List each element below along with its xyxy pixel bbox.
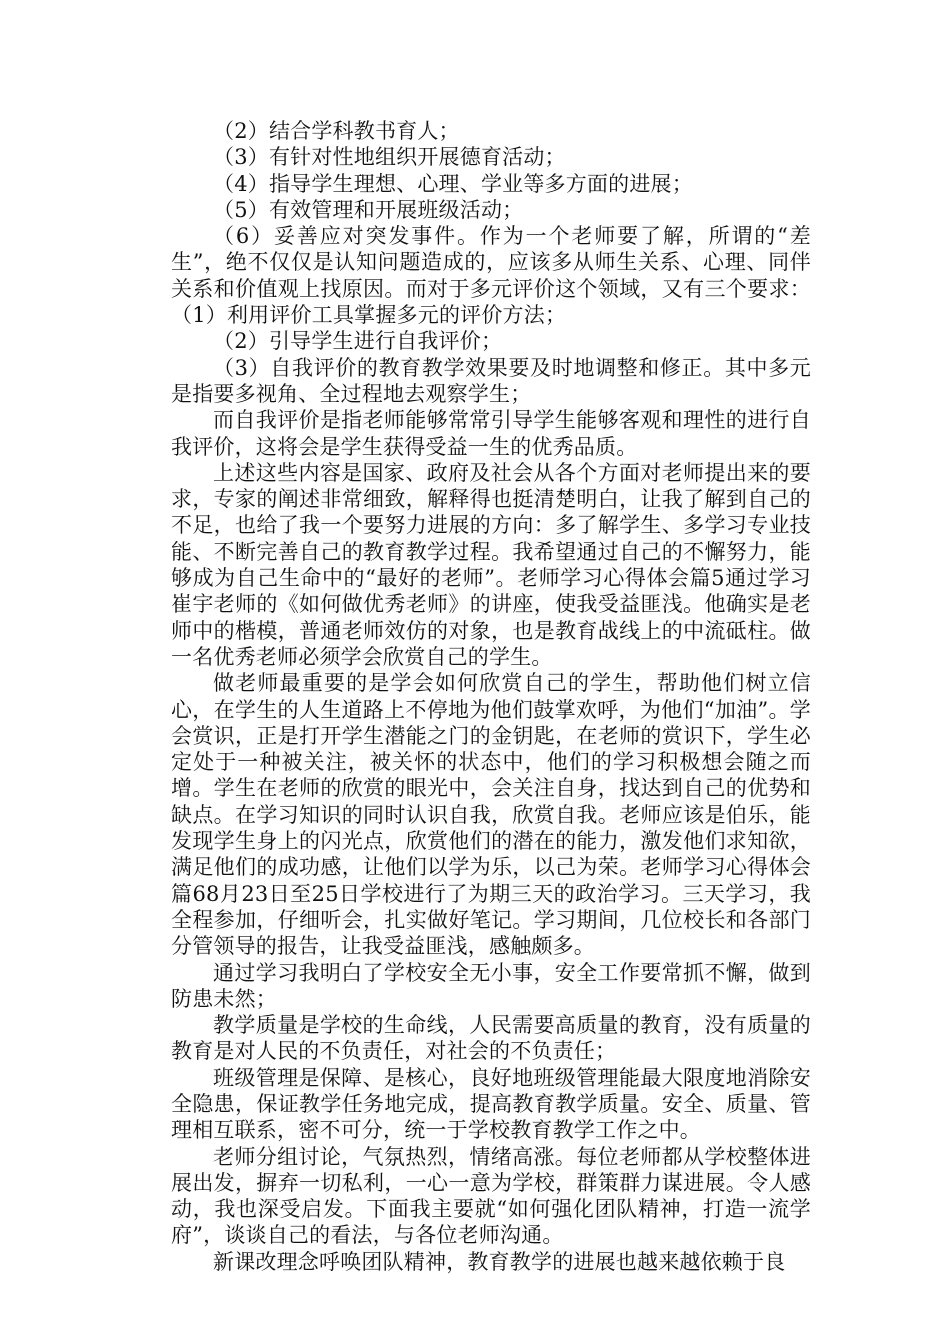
paragraph: （5）有效管理和开展班级活动； [213, 197, 524, 222]
paragraph: （2）引导学生进行自我评价； [213, 329, 503, 354]
paragraph: 班级管理是保障、是核心，良好地班级管理能最大限度地消除安全隐患，保证教学任务地完成，提高教育教学质量。安全、质量、管理相互联系，密不可分，统一于学校教育教学工作之中。 [171, 1065, 811, 1143]
paragraph: 通过学习我明白了学校安全无小事，安全工作要常抓不懈，做到防患未然； [171, 960, 811, 1011]
paragraph: 教学质量是学校的生命线，人民需要高质量的教育，没有质量的教育是对人民的不负责任，对社会的不负责任； [171, 1013, 811, 1064]
paragraph: （4）指导学生理想、心理、学业等多方面的进展； [213, 171, 693, 196]
body-text [171, 118, 811, 1275]
paragraph: （3）自我评价的教育教学效果要及时地调整和修正。其中多元是指要多视角、全过程地去观察学生； [171, 355, 811, 406]
paragraph: 新课改理念呼唤团队精神，教育教学的进展也越来越依赖于良 [213, 1249, 786, 1274]
paragraph: 而自我评价是指老师能够常常引导学生能够客观和理性的进行自我评价，这将会是学生获得受益一生的优秀品质。 [171, 408, 811, 459]
paragraph: （3）有针对性地组织开展德育活动； [213, 145, 566, 170]
paragraph: （2）结合学科教书育人； [213, 119, 460, 143]
paragraph: 做老师最重要的是学会如何欣赏自己的学生，帮助他们树立信心，在学生的人生道路上不停地为他们鼓掌欢呼，为他们“加油”。学会赏识，正是打开学生潜能之门的金钥匙，在老师的赏识下，学生必定处于一种被关注，被关怀的状态中，他们的学习积极想会随之而增。学生在老师的欣赏的眼光中，会关注自身，找达到自己的优势和缺点。在学习知识的同时认识自我，欣赏自我。老师应该是伯乐，能发现学生身上的闪光点，欣赏他们的潜在的能力，激发他们求知欲，满足他们的成功感，让他们以学为乐，以己为荣。老师学习心得体会 篇68月23日至25日学校进行了为期三天的政治学习。三天学习，我全程参加，仔细听会，扎实做好笔记。学习期间，几位校长和各部门分管领导的报告，让我受益匪浅，感触颇多。 [171, 671, 811, 959]
paragraph: 上述这些内容是国家、政府及社会从各个方面对老师提出来的要求，专家的阐述非常细致，解释得也挺清楚明白，让我了解到自己的不足，也给了我一个要努力进展的方向：多了解学生、多学习专业技能、不断完善自己的教育教学过程。我希望通过自己的不懈努力，能够成为自己生命中的“最好的老师”。老师学习心得体会篇5通过学习崔宇老师的《如何做优秀老师》的讲座，使我受益匪浅。他确实是老师中的楷模，普通老师效仿的对象，也是教育战线上的中流砥柱。做一名优秀老师必须学会欣赏自己的学生。 [171, 460, 811, 669]
paragraph: 老师分组讨论，气氛热烈，情绪高涨。每位老师都从学校整体进展出发，摒弃一切私利，一心一意为学校，群策群力谋进展。令人感动，我也深受启发。下面我主要就“如何强化团队精神，打造一流学府”，谈谈自己的看法，与各位老师沟通。 [171, 1144, 811, 1248]
paragraph: （6）妥善应对突发事件。作为一个老师要了解，所谓的“差生”，绝不仅仅是认知问题造成的，应该多从师生关系、心理、同伴关系和价值观上找原因。而对于多元评价这个领域，又有三个要求：（1）利用评价工具掌握多元的评价方法； [171, 224, 811, 328]
